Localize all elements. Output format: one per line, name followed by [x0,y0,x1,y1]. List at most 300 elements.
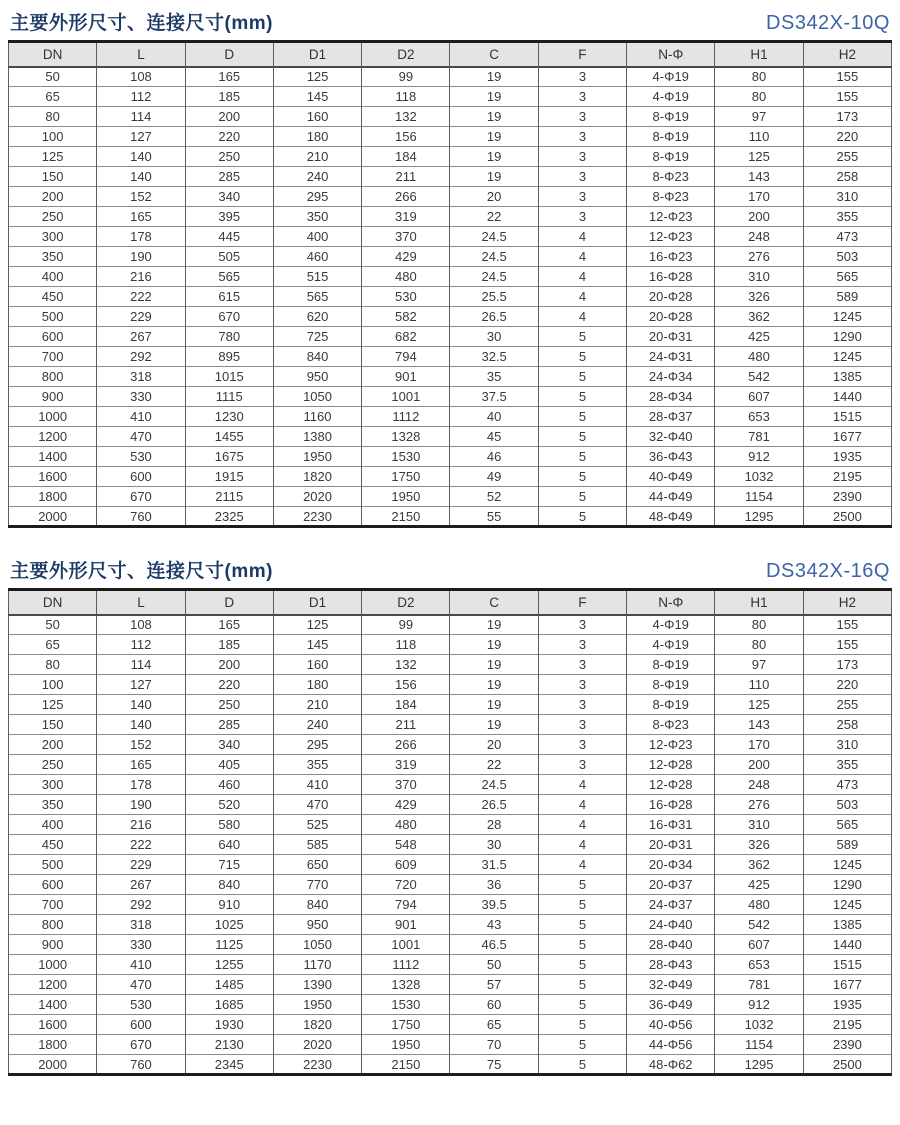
table-cell: 480 [362,267,450,287]
table-cell: 125 [273,615,361,635]
table-cell: 255 [803,147,891,167]
table-cell: 35 [450,367,538,387]
table-cell: 211 [362,167,450,187]
table-cell: 5 [538,427,626,447]
table-cell: 1290 [803,875,891,895]
table-cell: 22 [450,207,538,227]
table-cell: 1685 [185,995,273,1015]
table-cell: 145 [273,87,361,107]
table-cell: 19 [450,635,538,655]
table-cell: 19 [450,147,538,167]
section-header [8,6,892,40]
table-cell: 5 [538,935,626,955]
table-cell: 132 [362,107,450,127]
table-cell: 1385 [803,915,891,935]
table-cell: 720 [362,875,450,895]
table-cell: 248 [715,227,803,247]
table-cell: 530 [97,447,185,467]
table-cell: 26.5 [450,795,538,815]
table-cell: 25.5 [450,287,538,307]
table-cell: 3 [538,187,626,207]
table-cell: 950 [273,367,361,387]
table-cell: 295 [273,735,361,755]
table-cell: 211 [362,715,450,735]
table-cell: 8-Φ19 [627,675,715,695]
table-cell: 185 [185,87,273,107]
table-cell: 48-Φ62 [627,1055,715,1075]
dimension-table-10q [8,40,892,528]
table-cell: 20-Φ31 [627,327,715,347]
table-cell: 125 [715,695,803,715]
table-cell: 190 [97,795,185,815]
table-cell: 5 [538,995,626,1015]
table-row [9,875,892,895]
table-cell: 760 [97,1055,185,1075]
table-cell: 140 [97,715,185,735]
table-cell: 715 [185,855,273,875]
table-cell: 4-Φ19 [627,87,715,107]
section-title: 主要外形尺寸、连接尺寸(mm) [10,13,273,34]
table-cell: 200 [715,755,803,775]
table-cell: 400 [9,267,97,287]
table-cell: 140 [97,147,185,167]
table-cell: 145 [273,635,361,655]
table-cell: 1000 [9,955,97,975]
table-cell: 330 [97,935,185,955]
table-cell: 1600 [9,467,97,487]
table-cell: 670 [97,487,185,507]
table-cell: 1050 [273,935,361,955]
table-cell: 340 [185,735,273,755]
table-cell: 3 [538,635,626,655]
table-row [9,507,892,527]
table-cell: 20-Φ34 [627,855,715,875]
table-cell: 410 [97,955,185,975]
table-cell: 8-Φ19 [627,107,715,127]
table-cell: 65 [9,635,97,655]
table-cell: 127 [97,675,185,695]
table-row [9,855,892,875]
table-cell: 318 [97,367,185,387]
table-cell: 840 [273,895,361,915]
table-cell: 178 [97,227,185,247]
table-cell: 470 [97,427,185,447]
table-cell: 220 [803,675,891,695]
table-cell: 125 [273,67,361,87]
table-cell: 125 [9,147,97,167]
table-cell: 1245 [803,347,891,367]
table-cell: 1328 [362,975,450,995]
table-cell: 28-Φ40 [627,935,715,955]
table-cell: 24-Φ31 [627,347,715,367]
table-cell: 292 [97,347,185,367]
table-cell: 5 [538,487,626,507]
table-cell: 24.5 [450,227,538,247]
table-row [9,795,892,815]
table-cell: 19 [450,715,538,735]
table-cell: 165 [97,207,185,227]
table-cell: 3 [538,87,626,107]
table-cell: 460 [273,247,361,267]
table-cell: 1677 [803,975,891,995]
table-cell: 1245 [803,895,891,915]
table-cell: 3 [538,127,626,147]
table-cell: 1015 [185,367,273,387]
column-header: DN [9,590,97,615]
table-cell: 276 [715,247,803,267]
table-cell: 410 [273,775,361,795]
column-header: F [538,590,626,615]
table-cell: 125 [715,147,803,167]
table-cell: 355 [803,755,891,775]
table-row [9,227,892,247]
table-cell: 2150 [362,507,450,527]
table-cell: 1295 [715,1055,803,1075]
table-cell: 40-Φ56 [627,1015,715,1035]
column-header: H2 [803,42,891,67]
table-cell: 24-Φ40 [627,915,715,935]
table-cell: 310 [715,815,803,835]
table-cell: 318 [97,915,185,935]
table-cell: 292 [97,895,185,915]
table-cell: 470 [273,795,361,815]
table-cell: 8-Φ23 [627,167,715,187]
table-cell: 1001 [362,935,450,955]
table-cell: 840 [273,347,361,367]
table-cell: 24.5 [450,775,538,795]
table-cell: 229 [97,855,185,875]
table-cell: 1935 [803,995,891,1015]
table-row [9,715,892,735]
table-cell: 1455 [185,427,273,447]
model-number: DS342X-10Q [766,12,890,34]
table-cell: 2000 [9,1055,97,1075]
column-header: H1 [715,42,803,67]
table-cell: 140 [97,167,185,187]
table-cell: 400 [273,227,361,247]
table-cell: 1154 [715,487,803,507]
column-header: N-Φ [627,590,715,615]
table-row [9,735,892,755]
table-cell: 44-Φ49 [627,487,715,507]
table-cell: 250 [185,147,273,167]
table-cell: 8-Φ23 [627,715,715,735]
table-cell: 670 [97,1035,185,1055]
table-cell: 216 [97,815,185,835]
table-cell: 912 [715,995,803,1015]
table-cell: 1200 [9,975,97,995]
table-cell: 319 [362,207,450,227]
table-cell: 901 [362,367,450,387]
table-cell: 429 [362,247,450,267]
table-cell: 31.5 [450,855,538,875]
table-cell: 700 [9,347,97,367]
table-cell: 525 [273,815,361,835]
table-cell: 950 [273,915,361,935]
table-cell: 505 [185,247,273,267]
table-cell: 5 [538,1035,626,1055]
table-cell: 1950 [362,487,450,507]
column-header: F [538,42,626,67]
table-cell: 110 [715,675,803,695]
table-cell: 150 [9,715,97,735]
table-cell: 1032 [715,467,803,487]
table-cell: 24-Φ37 [627,895,715,915]
table-cell: 100 [9,127,97,147]
table-cell: 725 [273,327,361,347]
table-cell: 200 [9,187,97,207]
table-cell: 210 [273,695,361,715]
table-cell: 2390 [803,1035,891,1055]
dimension-table-16q [8,588,892,1076]
table-cell: 20 [450,735,538,755]
table-row [9,347,892,367]
table-cell: 500 [9,855,97,875]
table-cell: 1400 [9,447,97,467]
table-cell: 44-Φ56 [627,1035,715,1055]
table-cell: 4-Φ19 [627,67,715,87]
table-cell: 565 [185,267,273,287]
table-cell: 794 [362,895,450,915]
table-cell: 8-Φ19 [627,127,715,147]
table-cell: 1515 [803,955,891,975]
table-cell: 19 [450,67,538,87]
table-row [9,147,892,167]
table-row [9,675,892,695]
table-cell: 1400 [9,995,97,1015]
table-cell: 49 [450,467,538,487]
table-cell: 180 [273,675,361,695]
table-cell: 1380 [273,427,361,447]
table-cell: 1915 [185,467,273,487]
table-cell: 258 [803,715,891,735]
table-cell: 565 [803,267,891,287]
table-cell: 46 [450,447,538,467]
table-cell: 26.5 [450,307,538,327]
table-cell: 4 [538,307,626,327]
table-cell: 1935 [803,447,891,467]
table-cell: 5 [538,387,626,407]
table-row [9,267,892,287]
table-cell: 99 [362,67,450,87]
table-cell: 19 [450,615,538,635]
table-cell: 70 [450,1035,538,1055]
table-cell: 1032 [715,1015,803,1035]
table-cell: 1328 [362,427,450,447]
column-header: H1 [715,590,803,615]
table-cell: 910 [185,895,273,915]
table-cell: 155 [803,635,891,655]
table-cell: 20-Φ31 [627,835,715,855]
table-cell: 670 [185,307,273,327]
table-cell: 370 [362,227,450,247]
table-cell: 220 [185,127,273,147]
table-cell: 16-Φ31 [627,815,715,835]
table-cell: 1440 [803,935,891,955]
table-cell: 60 [450,995,538,1015]
table-cell: 5 [538,1015,626,1035]
table-cell: 220 [185,675,273,695]
table-cell: 3 [538,167,626,187]
table-cell: 258 [803,167,891,187]
table-cell: 155 [803,615,891,635]
column-header: D2 [362,42,450,67]
table-cell: 229 [97,307,185,327]
table-cell: 565 [273,287,361,307]
table-cell: 1230 [185,407,273,427]
table-cell: 19 [450,127,538,147]
table-cell: 781 [715,427,803,447]
table-cell: 30 [450,327,538,347]
table-cell: 362 [715,855,803,875]
table-cell: 40 [450,407,538,427]
table-cell: 310 [715,267,803,287]
table-cell: 607 [715,387,803,407]
table-cell: 429 [362,795,450,815]
table-cell: 127 [97,127,185,147]
table-cell: 32.5 [450,347,538,367]
table-cell: 295 [273,187,361,207]
table-cell: 4 [538,815,626,835]
table-row [9,775,892,795]
table-cell: 65 [9,87,97,107]
table-cell: 548 [362,835,450,855]
table-cell: 3 [538,147,626,167]
table-cell: 4 [538,855,626,875]
table-cell: 97 [715,655,803,675]
table-cell: 266 [362,735,450,755]
table-cell: 36 [450,875,538,895]
table-cell: 1295 [715,507,803,527]
table-cell: 355 [273,755,361,775]
table-row [9,1035,892,1055]
table-cell: 350 [273,207,361,227]
table-row [9,755,892,775]
table-cell: 1677 [803,427,891,447]
table-cell: 1112 [362,955,450,975]
table-cell: 3 [538,207,626,227]
table-row [9,387,892,407]
table-cell: 50 [9,67,97,87]
table-cell: 2500 [803,1055,891,1075]
column-header: D2 [362,590,450,615]
table-cell: 653 [715,407,803,427]
table-cell: 5 [538,407,626,427]
table-cell: 480 [715,895,803,915]
table-cell: 780 [185,327,273,347]
table-cell: 1255 [185,955,273,975]
table-cell: 5 [538,1055,626,1075]
table-cell: 600 [97,467,185,487]
table-cell: 19 [450,167,538,187]
table-cell: 112 [97,87,185,107]
table-cell: 255 [803,695,891,715]
table-cell: 1200 [9,427,97,447]
table-cell: 425 [715,327,803,347]
table-cell: 200 [9,735,97,755]
table-cell: 132 [362,655,450,675]
table-cell: 108 [97,67,185,87]
table-cell: 108 [97,615,185,635]
table-cell: 156 [362,127,450,147]
table-cell: 2345 [185,1055,273,1075]
table-cell: 20-Φ28 [627,287,715,307]
table-cell: 503 [803,247,891,267]
table-cell: 840 [185,875,273,895]
table-cell: 1050 [273,387,361,407]
table-cell: 1025 [185,915,273,935]
table-cell: 700 [9,895,97,915]
table-cell: 1485 [185,975,273,995]
table-cell: 143 [715,715,803,735]
table-cell: 362 [715,307,803,327]
table-cell: 5 [538,955,626,975]
table-cell: 140 [97,695,185,715]
table-cell: 43 [450,915,538,935]
table-cell: 2325 [185,507,273,527]
table-cell: 1800 [9,1035,97,1055]
table-cell: 8-Φ19 [627,655,715,675]
column-header: DN [9,42,97,67]
table-cell: 165 [97,755,185,775]
table-cell: 178 [97,775,185,795]
column-header: N-Φ [627,42,715,67]
table-cell: 12-Φ23 [627,227,715,247]
section-ds342x-10q [8,6,892,528]
table-row [9,207,892,227]
table-cell: 1440 [803,387,891,407]
table-cell: 1245 [803,307,891,327]
table-cell: 901 [362,915,450,935]
table-cell: 28-Φ43 [627,955,715,975]
table-cell: 800 [9,915,97,935]
table-cell: 2195 [803,467,891,487]
table-cell: 112 [97,635,185,655]
table-row [9,87,892,107]
table-cell: 250 [9,755,97,775]
table-cell: 1800 [9,487,97,507]
table-cell: 19 [450,695,538,715]
table-cell: 480 [362,815,450,835]
table-row [9,895,892,915]
table-cell: 1112 [362,407,450,427]
column-header: H2 [803,590,891,615]
table-cell: 565 [803,815,891,835]
column-header: D [185,42,273,67]
table-cell: 3 [538,735,626,755]
table-cell: 250 [185,695,273,715]
table-cell: 895 [185,347,273,367]
table-cell: 28 [450,815,538,835]
table-cell: 8-Φ23 [627,187,715,207]
table-cell: 450 [9,287,97,307]
table-cell: 180 [273,127,361,147]
table-cell: 1820 [273,1015,361,1035]
table-row [9,655,892,675]
table-cell: 500 [9,307,97,327]
table-cell: 222 [97,287,185,307]
table-cell: 240 [273,167,361,187]
table-row [9,467,892,487]
table-cell: 2500 [803,507,891,527]
table-cell: 585 [273,835,361,855]
table-cell: 582 [362,307,450,327]
table-cell: 19 [450,87,538,107]
table-cell: 1950 [273,995,361,1015]
table-cell: 220 [803,127,891,147]
table-cell: 794 [362,347,450,367]
table-row [9,287,892,307]
